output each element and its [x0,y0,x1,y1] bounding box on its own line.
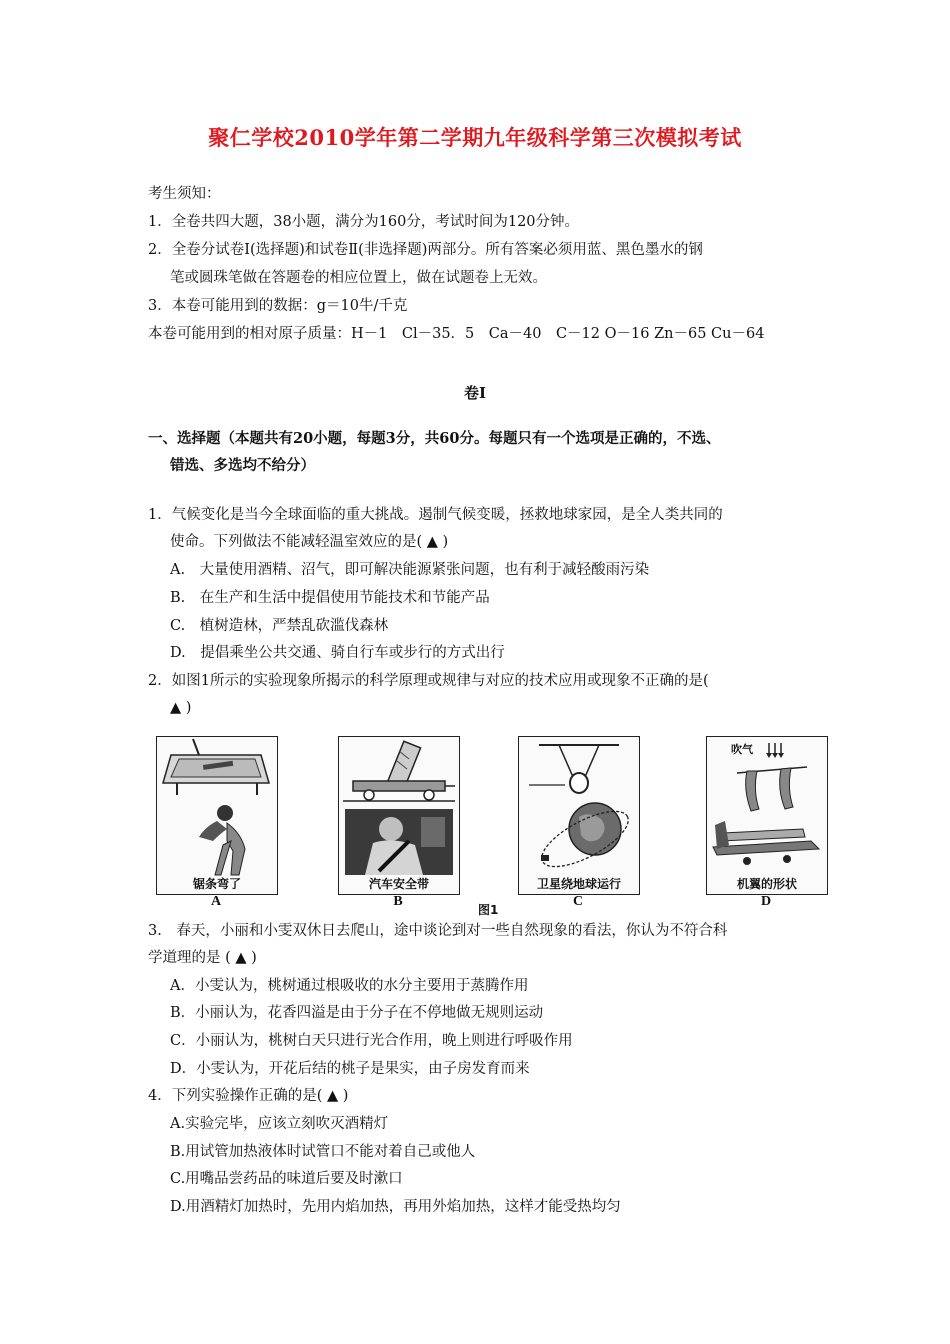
q1-option-a: A. 大量使用酒精、沼气，即可解决能源紧张问题，也有利于减轻酸雨污染 [170,562,650,578]
notice-atomic-mass: 本卷可能用到的相对原子质量：H－1 Cl－35．5 Ca－40 C－12 O－16 Zn－65 Cu－64 [148,326,765,342]
volume-title: 卷Ⅰ [463,384,487,402]
figure-caption-d: 机翼的形状 [736,877,797,891]
saw-blade-illustration [157,737,277,877]
q3-stem-cont: 学道理的是 ( ▲ ) [148,950,257,966]
notice-item-2-cont: 笔或圆珠笔做在答题卷的相应位置上，做在试题卷上无效。 [170,270,547,286]
q1-option-d: D. 提倡乘坐公共交通、骑自行车或步行的方式出行 [170,645,505,661]
figure-panel-d [706,736,828,895]
q3-option-c: C．小丽认为，桃树白天只进行光合作用，晚上则进行呼吸作用 [170,1033,573,1049]
notice-item-1: 1．全卷共四大题，38小题，满分为160分，考试时间为120分钟。 [148,214,580,230]
q3-option-b: B．小丽认为，花香四溢是由于分子在不停地做无规则运动 [170,1005,544,1021]
figure-letter-a: A [210,894,222,909]
figure-1-label: 图1 [478,903,499,917]
figure-panel-c [518,736,640,895]
q3-option-a: A．小雯认为，桃树通过根吸收的水分主要用于蒸腾作用 [170,978,529,994]
notice-item-2: 2．全卷分试卷Ⅰ(选择题)和试卷Ⅱ(非选择题)两部分。所有答案必须用蓝、黑色墨水的钢 [148,242,703,258]
seatbelt-illustration [339,737,459,877]
exam-title: 聚仁学校2010学年第二学期九年级科学第三次模拟考试 [208,125,742,150]
q3-stem: 3. 春天，小丽和小雯双休日去爬山，途中谈论到对一些自然现象的看法，你认为不符合科 [148,923,728,939]
q4-stem: 4．下列实验操作正确的是( ▲ ) [148,1088,349,1104]
q1-stem: 1．气候变化是当今全球面临的重大挑战。遏制气候变暖，拯救地球家园，是全人类共同的 [148,507,723,523]
q1-option-c: C. 植树造林，严禁乱砍滥伐森林 [170,618,389,634]
section1-heading-cont: 错选、多选均不给分） [170,457,315,474]
q4-option-b: B.用试管加热液体时试管口不能对着自己或他人 [170,1144,476,1160]
satellite-orbit-illustration [519,737,639,877]
q4-option-d: D.用酒精灯加热时，先用内焰加热，再用外焰加热，这样才能受热均匀 [170,1199,621,1215]
figure-caption-a: 锯条弯了 [192,877,241,891]
wing-shape-illustration [707,737,827,877]
figure-letter-d: D [760,894,772,909]
q1-option-b: B. 在生产和生活中提倡使用节能技术和节能产品 [170,590,490,606]
figure-caption-c: 卫星绕地球运行 [536,877,621,891]
figure-letter-b: B [393,894,403,909]
q1-stem-cont: 使命。下列做法不能减轻温室效应的是( ▲ ) [170,534,449,550]
notice-heading: 考生须知： [148,186,221,202]
q4-option-c: C.用嘴品尝药品的味道后要及时漱口 [170,1171,403,1187]
figure-caption-b: 汽车安全带 [368,877,429,891]
q2-stem-cont: ▲ ) [170,700,192,716]
notice-item-3: 3．本卷可能用到的数据：g＝10牛/千克 [148,298,408,314]
figure-panel-b [338,736,460,895]
blow-air-label: 吹气 [731,743,753,756]
q4-option-a: A.实验完毕，应该立刻吹灭酒精灯 [170,1116,389,1132]
q2-stem: 2．如图1所示的实验现象所揭示的科学原理或规律与对应的技术应用或现象不正确的是( [148,673,709,689]
section1-heading: 一、选择题（本题共有20小题，每题3分，共60分。每题只有一个选项是正确的，不选、 [148,430,721,447]
figure-panel-a [156,736,278,895]
figure-1 [150,730,840,920]
q3-option-d: D．小雯认为，开花后结的桃子是果实，由子房发育而来 [170,1061,530,1077]
figure-letter-c: C [572,894,584,909]
